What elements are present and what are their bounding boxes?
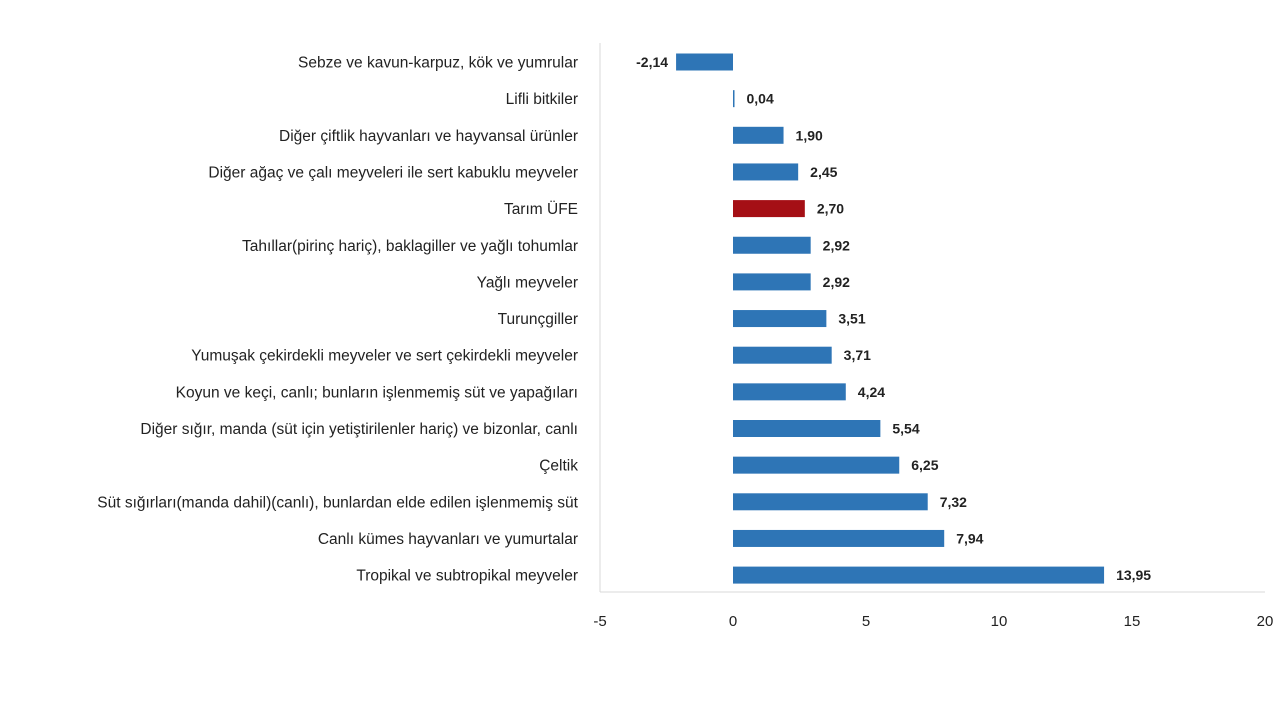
bar: [733, 457, 899, 474]
value-label: 2,70: [816, 200, 845, 217]
category-label: Canlı kümes hayvanları ve yumurtalar: [317, 530, 578, 548]
bar: [733, 127, 784, 144]
value-label: 3,51: [838, 310, 866, 327]
value-label: 0,04: [746, 90, 774, 107]
category-label: Süt sığırları(manda dahil)(canlı), bunlardan elde edilen işlenmemiş süt: [97, 494, 578, 512]
bar: [733, 310, 826, 327]
category-label: Diğer ağaç ve çalı meyveleri ile sert kabuklu meyveler: [208, 164, 578, 182]
bar: [733, 383, 846, 400]
value-label: -2,14: [636, 54, 669, 70]
value-label: 3,71: [843, 347, 871, 364]
category-label: Yağlı meyveler: [476, 274, 578, 292]
category-label: Diğer çiftlik hayvanları ve hayvansal ürünler: [279, 127, 578, 145]
value-label: 7,32: [939, 493, 967, 510]
bar: [733, 420, 880, 437]
category-label: Turunçgiller: [497, 311, 578, 329]
axis-layer: [600, 43, 1265, 592]
x-tick-label: 15: [1123, 613, 1141, 630]
x-tick-label: 10: [990, 613, 1008, 630]
category-labels-layer: [97, 55, 578, 585]
value-label: 7,94: [956, 530, 984, 547]
bar: [733, 163, 798, 180]
category-label: Sebze ve kavun-karpuz, kök ve yumrular: [298, 54, 578, 72]
value-label: 5,54: [892, 420, 920, 437]
x-tick-label: 5: [861, 613, 871, 630]
bar: [676, 54, 733, 71]
value-label: 2,92: [822, 237, 850, 254]
category-label: Çeltik: [539, 457, 578, 475]
bar-highlight: [733, 200, 805, 217]
bar: [733, 530, 944, 547]
bar: [733, 237, 811, 254]
category-label: Tahıllar(pirinç hariç), baklagiller ve yağlı tohumlar: [242, 237, 578, 255]
value-label: 2,92: [822, 273, 850, 290]
bars-layer: [676, 54, 1104, 584]
value-label: 13,95: [1116, 567, 1152, 584]
category-label: Yumuşak çekirdekli meyveler ve sert çekirdekli meyveler: [191, 347, 578, 365]
bar: [733, 347, 832, 364]
x-tick-label: -5: [593, 613, 607, 630]
value-label: 1,90: [795, 127, 823, 144]
bar: [733, 90, 735, 107]
value-label: 6,25: [911, 457, 939, 474]
category-label: Tarım ÜFE: [503, 201, 578, 219]
value-label: 2,45: [810, 163, 838, 180]
category-label: Koyun ve keçi, canlı; bunların işlenmemiş süt ve yapağıları: [175, 384, 578, 402]
x-tick-label: 0: [728, 613, 738, 630]
category-label: Tropikal ve subtropikal meyveler: [356, 567, 578, 585]
bar: [733, 273, 811, 290]
x-tick-labels-layer: [593, 613, 1273, 630]
value-label: 4,24: [857, 383, 886, 400]
bar: [733, 493, 928, 510]
bar: [733, 567, 1104, 584]
category-label: Diğer sığır, manda (süt için yetiştirilenler hariç) ve bizonlar, canlı: [140, 421, 578, 438]
category-label: Lifli bitkiler: [505, 91, 578, 109]
x-tick-label: 20: [1256, 613, 1274, 630]
